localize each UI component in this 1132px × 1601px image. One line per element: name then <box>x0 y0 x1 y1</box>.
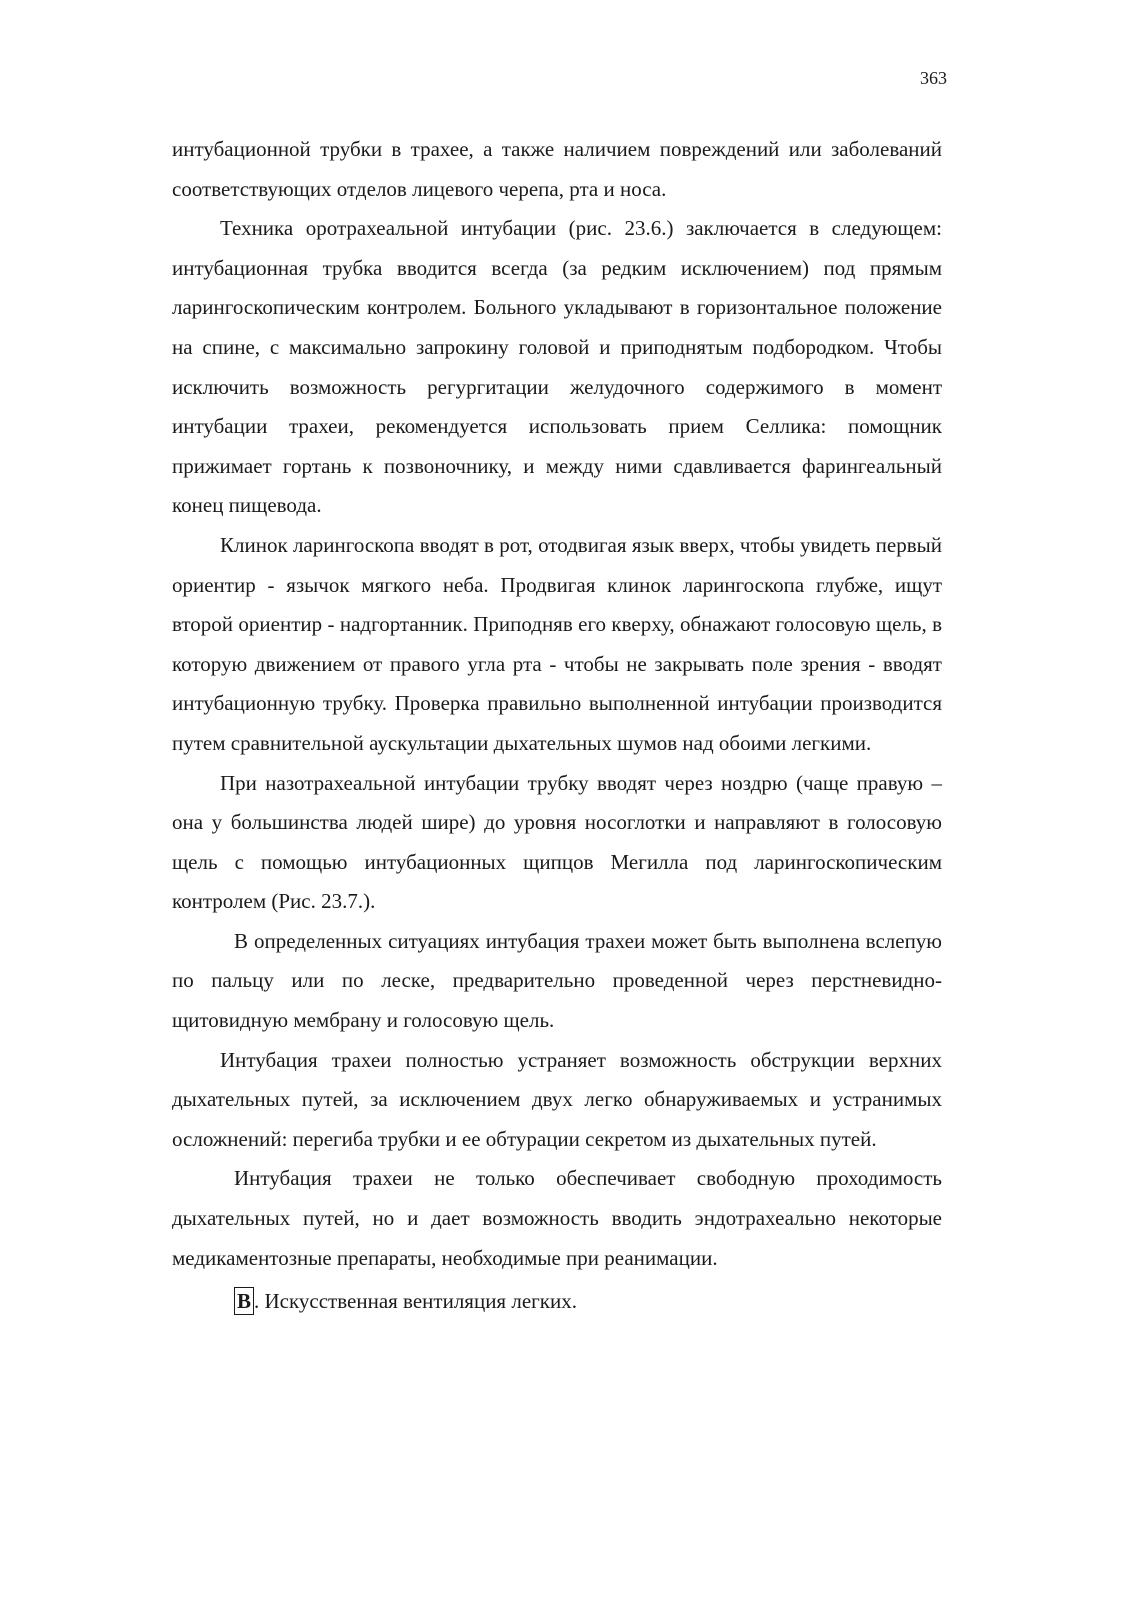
page-number: 363 <box>920 68 947 88</box>
paragraph-obstruction: Интубация трахеи полностью устраняет возможность обструкции верхних дыхательных путей, за исключением двух легко обнаруживаемых и устранимых осложнений: перегиба трубки и ее обтурации секретом из дыхательных путей. <box>172 1047 942 1151</box>
paragraph-blind-intubation: В определенных ситуациях интубация трахеи может быть выполнена вслепую по пальцу или по леске, предварительно проведенной через перстневидно-щитовидную мембрану и голосовую щель. <box>172 928 942 1033</box>
section-letter-suffix: . <box>254 1289 260 1314</box>
paragraph-laryngoscope: Клинок ларингоскопа вводят в рот, отодвигая язык вверх, чтобы увидеть первый ориентир - язычок мягкого неба. Продвигая клинок ларингоскопа глубже, ищут второй ориентир - надгортанник. Приподняв его кверху, обнажают голосовую щель, в которую движением от правого угла рта - чтобы не закрывать поле зрения - вводят интубационную трубку. Проверка правильно выполненной интубации производится путем сравнительной аускультации дыхательных шумов над обоими легкими. <box>172 532 942 755</box>
paragraph-nasotracheal: При назотрахеальной интубации трубку вводят через ноздрю (чаще правую – она у большинства людей шире) до уровня носоглотки и направляют в голосовую щель с помощью интубационных щипцов Мегилла под ларингоскопическим контролем (Рис. 23.7.). <box>172 770 942 914</box>
section-heading <box>172 1282 942 1322</box>
paragraph-orotracheal-technique: Техника оротрахеальной интубации (рис. 23.6.) заключается в следующем: интубационная трубка вводится всегда (за редким исключением) под прямым ларингоскопическим контролем. Больного укладывают в горизонтальное положение на спине, с максимально запрокину головой и приподнятым подбородком. Чтобы исключить возможность регургитации желудочного содержимого в момент интубации трахеи, рекомендуется использовать прием Селлика: помощник прижимает гортань к позвоночнику, и между ними сдавливается фарингеальный конец пищевода. <box>172 216 942 518</box>
section-title: Искусственная вентиляция легких. <box>259 1289 577 1314</box>
document-body <box>172 130 942 1322</box>
paragraph-continuation: интубационной трубки в трахее, а также наличием повреждений или заболеваний соответствующих отделов лицевого черепа, рта и носа. <box>172 137 942 201</box>
section-letter-box: В <box>234 1287 254 1315</box>
paragraph-medication-route: Интубация трахеи не только обеспечивает свободную проходимость дыхательных путей, но и дает возможность вводить эндотрахеально некоторые медикаментозные препараты, необходимые при реанимации. <box>172 1166 942 1270</box>
